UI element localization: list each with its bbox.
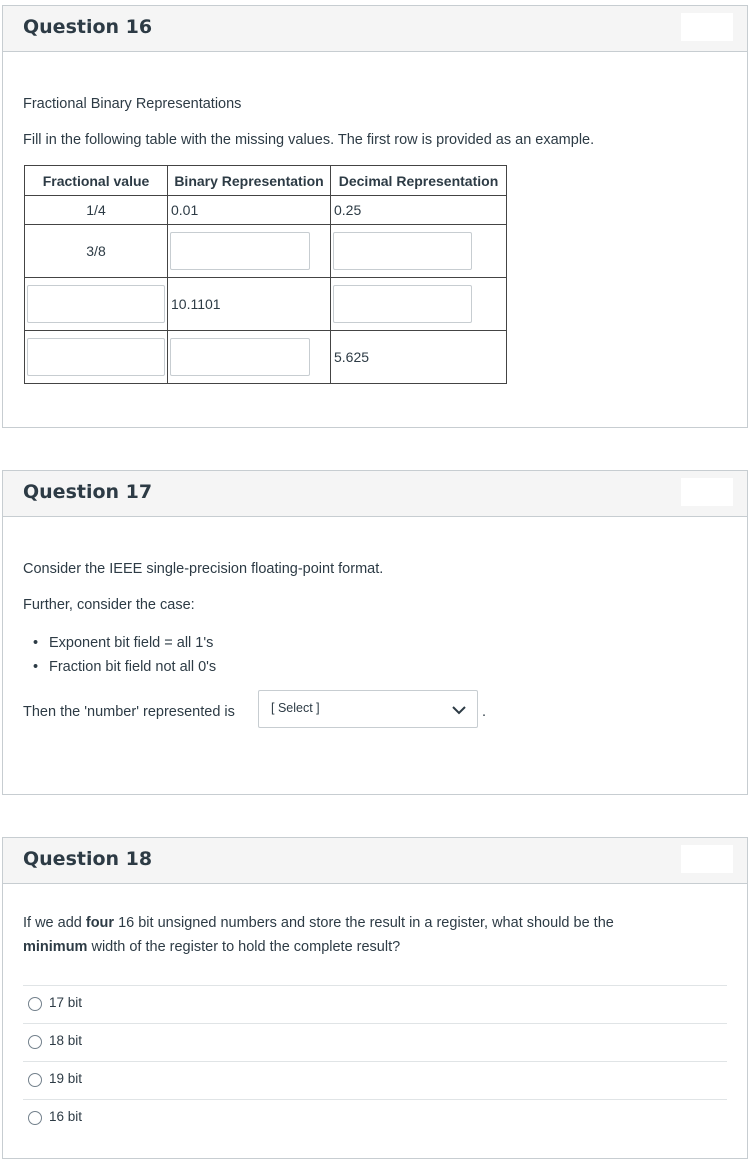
- answer-option[interactable]: [23, 1099, 727, 1137]
- list-item: • Fraction bit field not all 0's: [29, 655, 216, 679]
- binary-input[interactable]: [170, 232, 310, 270]
- cell-fraction: [25, 278, 168, 331]
- answer-option[interactable]: [23, 1061, 727, 1099]
- question-17: [2, 470, 748, 795]
- cell-decimal: 5.625: [331, 331, 507, 384]
- cell-fraction: [25, 331, 168, 384]
- decimal-input[interactable]: [333, 232, 472, 270]
- option-label: 19 bit: [49, 1071, 83, 1086]
- table-row: [25, 331, 507, 384]
- question-title: Question 16: [23, 16, 153, 38]
- answer-select[interactable]: [258, 690, 478, 728]
- question-text-line-1: [23, 915, 614, 931]
- text-segment: width of the register to hold the complete result?: [87, 939, 401, 955]
- cell-binary: 10.1101: [168, 278, 331, 331]
- condition-list: [29, 631, 216, 679]
- radio-button[interactable]: [28, 1073, 42, 1087]
- fraction-input[interactable]: [27, 285, 165, 323]
- question-heading: Fractional Binary Representations: [23, 96, 242, 112]
- answer-option[interactable]: [23, 985, 727, 1023]
- fraction-input[interactable]: [27, 338, 165, 376]
- option-label: 18 bit: [49, 1033, 83, 1048]
- question-text-line-2: [23, 939, 400, 955]
- chevron-down-icon: [451, 702, 467, 718]
- cell-decimal: 0.25: [331, 196, 507, 225]
- cell-binary: 0.01: [168, 196, 331, 225]
- table-row: [25, 225, 507, 278]
- question-16: [2, 5, 748, 428]
- select-value: [ Select ]: [271, 701, 320, 715]
- points-box: [681, 845, 733, 873]
- question-title: Question 17: [23, 481, 153, 503]
- text-segment: If we add: [23, 915, 86, 931]
- cell-decimal: [331, 225, 507, 278]
- points-box: [681, 13, 733, 41]
- trailing-period: .: [482, 704, 487, 720]
- radio-button[interactable]: [28, 997, 42, 1011]
- table-row: [25, 278, 507, 331]
- cell-binary: [168, 331, 331, 384]
- option-label: 17 bit: [49, 995, 83, 1010]
- list-item: • Exponent bit field = all 1's: [29, 631, 216, 655]
- cell-fraction: 3/8: [25, 225, 168, 278]
- answer-option[interactable]: [23, 1023, 727, 1061]
- select-prompt: Then the 'number' represented is: [23, 704, 235, 720]
- table-header-row: [25, 166, 507, 196]
- text-segment: 16 bit unsigned numbers and store the result in a register, what should be the: [114, 915, 614, 931]
- header-fractional-value: Fractional value: [25, 166, 168, 196]
- cell-fraction: 1/4: [25, 196, 168, 225]
- cell-decimal: [331, 278, 507, 331]
- table-row: [25, 196, 507, 225]
- radio-button[interactable]: [28, 1111, 42, 1125]
- cell-binary: [168, 225, 331, 278]
- binary-input[interactable]: [170, 338, 310, 376]
- bold-text: minimum: [23, 939, 88, 955]
- question-instructions: Fill in the following table with the missing values. The first row is provided as an example.: [23, 132, 595, 148]
- header-decimal-representation: Decimal Representation: [331, 166, 507, 196]
- radio-button[interactable]: [28, 1035, 42, 1049]
- question-header: [3, 6, 747, 52]
- header-binary-representation: Binary Representation: [168, 166, 331, 196]
- bold-text: four: [85, 915, 115, 931]
- question-text: Consider the IEEE single-precision floating-point format.: [23, 561, 384, 577]
- question-header: [3, 838, 747, 884]
- option-label: 16 bit: [49, 1109, 83, 1124]
- points-box: [681, 478, 733, 506]
- question-18: [2, 837, 748, 1159]
- decimal-input[interactable]: [333, 285, 472, 323]
- question-header: [3, 471, 747, 517]
- fraction-table: [24, 165, 507, 384]
- question-text: Further, consider the case:: [23, 597, 195, 613]
- question-title: Question 18: [23, 848, 153, 870]
